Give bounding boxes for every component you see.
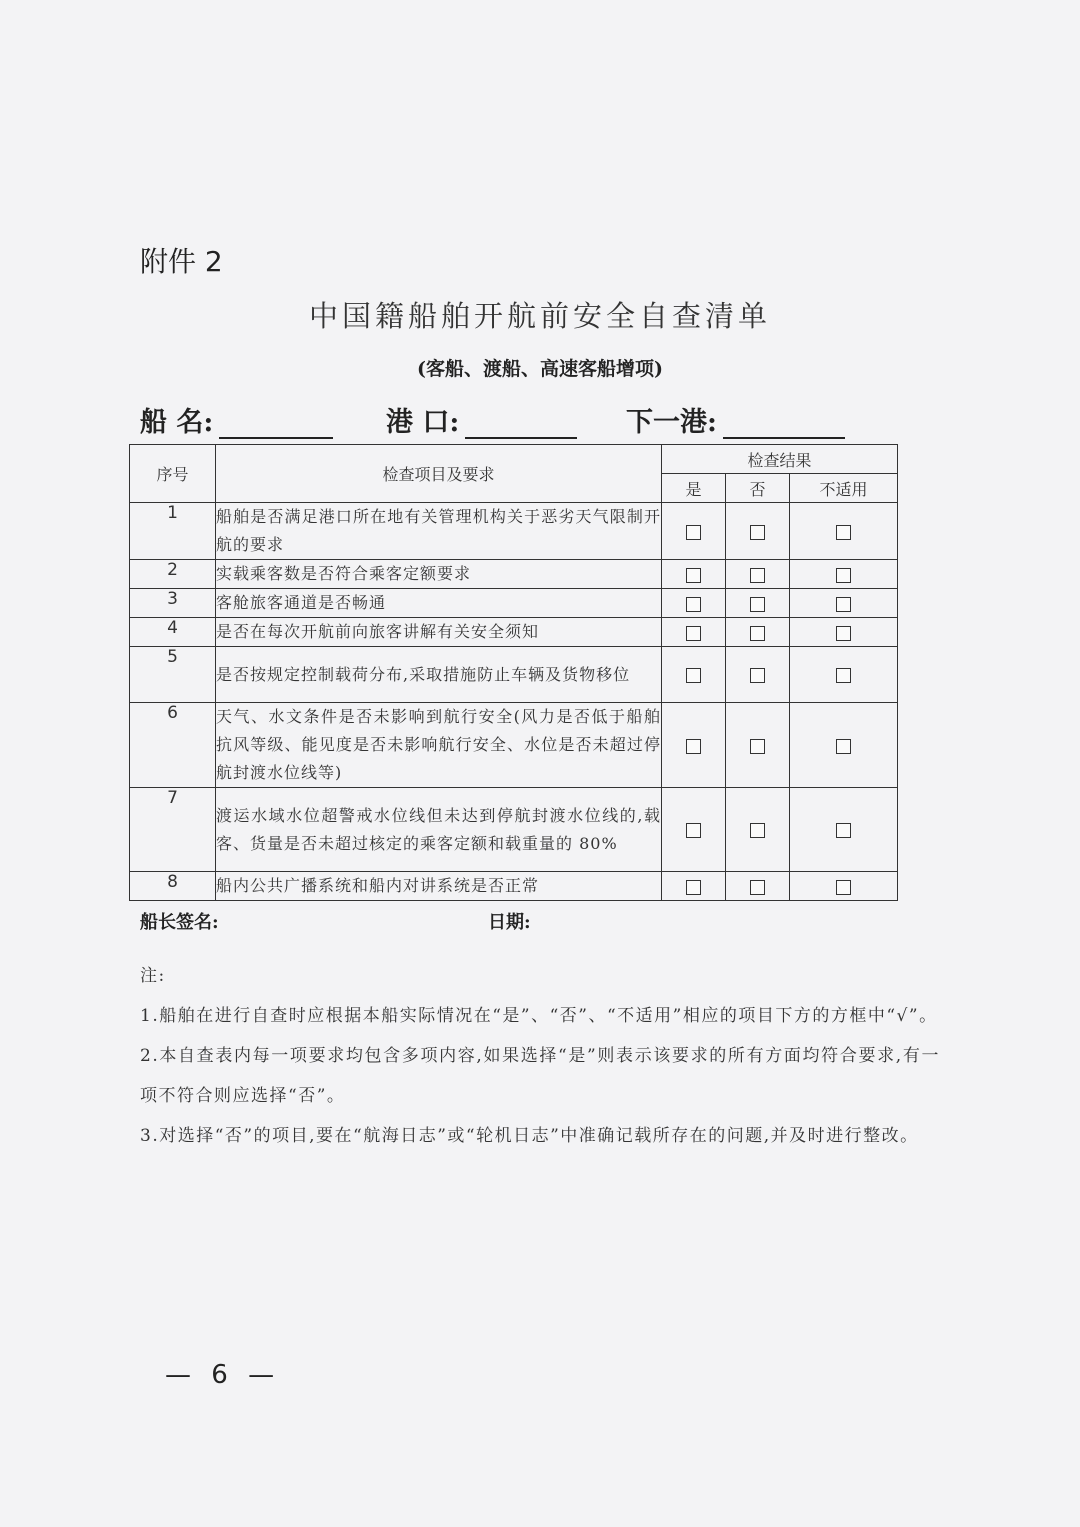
note-item: 1.船舶在进行自查时应根据本船实际情况在“是”、“否”、“不适用”相应的项目下方的方框中“√”。 <box>140 1006 938 1026</box>
document-subtitle: (客船、渡船、高速客船增项) <box>417 358 663 380</box>
checkbox-no[interactable] <box>750 626 765 641</box>
port-field[interactable] <box>386 400 577 439</box>
header-no: 否 <box>726 474 790 503</box>
header-item: 检查项目及要求 <box>216 445 662 503</box>
next-port-field[interactable] <box>626 400 845 439</box>
checkbox-yes[interactable] <box>686 626 701 641</box>
ship-name-label: 船 名: <box>140 407 214 438</box>
table-row <box>130 647 898 703</box>
port-label: 港 口: <box>386 407 460 438</box>
row-requirement: 是否在每次开航前向旅客讲解有关安全须知 <box>216 618 662 647</box>
checkbox-no[interactable] <box>750 739 765 754</box>
row-seq: 8 <box>130 872 216 901</box>
checkbox-yes[interactable] <box>686 739 701 754</box>
header-result: 检查结果 <box>662 445 898 474</box>
checkbox-no[interactable] <box>750 525 765 540</box>
port-blank[interactable] <box>465 409 577 439</box>
note-item: 3.对选择“否”的项目,要在“航海日志”或“轮机日志”中准确记载所存在的问题,并及时进行整改。 <box>140 1126 919 1146</box>
row-seq: 3 <box>130 589 216 618</box>
checklist-table <box>129 444 898 901</box>
table-row <box>130 589 898 618</box>
checkbox-yes[interactable] <box>686 880 701 895</box>
signature-line <box>140 908 900 934</box>
checkbox-yes[interactable] <box>686 525 701 540</box>
header-yes: 是 <box>662 474 726 503</box>
row-requirement: 船舶是否满足港口所在地有关管理机构关于恶劣天气限制开航的要求 <box>216 503 662 560</box>
checkbox-no[interactable] <box>750 668 765 683</box>
checkbox-na[interactable] <box>836 568 851 583</box>
next-port-blank[interactable] <box>723 409 845 439</box>
checkbox-no[interactable] <box>750 823 765 838</box>
checkbox-na[interactable] <box>836 597 851 612</box>
document-title: 中国籍船舶开航前安全自查清单 <box>308 299 771 333</box>
notes-section <box>140 956 940 1156</box>
table-row <box>130 560 898 589</box>
ship-name-field[interactable] <box>140 400 333 439</box>
attachment-label: 附件 2 <box>140 245 223 278</box>
checkbox-na[interactable] <box>836 668 851 683</box>
checkbox-na[interactable] <box>836 739 851 754</box>
row-requirement: 实载乘客数是否符合乘客定额要求 <box>216 560 662 589</box>
row-seq: 1 <box>130 503 216 560</box>
checkbox-na[interactable] <box>836 525 851 540</box>
row-seq: 7 <box>130 788 216 872</box>
row-requirement: 船内公共广播系统和船内对讲系统是否正常 <box>216 872 662 901</box>
header-seq: 序号 <box>130 445 216 503</box>
row-seq: 4 <box>130 618 216 647</box>
header-fields <box>140 400 900 440</box>
checkbox-yes[interactable] <box>686 823 701 838</box>
table-row <box>130 503 898 560</box>
checkbox-na[interactable] <box>836 823 851 838</box>
table-row <box>130 788 898 872</box>
ship-name-blank[interactable] <box>219 409 333 439</box>
row-seq: 5 <box>130 647 216 703</box>
checkbox-no[interactable] <box>750 597 765 612</box>
checkbox-yes[interactable] <box>686 568 701 583</box>
checkbox-yes[interactable] <box>686 668 701 683</box>
row-requirement: 天气、水文条件是否未影响到航行安全(风力是否低于船舶抗风等级、能见度是否未影响航行安全、水位是否未超过停航封渡水位线等) <box>216 703 662 788</box>
captain-signature-label: 船长签名: <box>140 912 219 933</box>
checkbox-yes[interactable] <box>686 597 701 612</box>
table-row <box>130 703 898 788</box>
notes-heading: 注: <box>140 966 166 986</box>
checkbox-no[interactable] <box>750 880 765 895</box>
table-row <box>130 618 898 647</box>
header-na: 不适用 <box>790 474 898 503</box>
note-item: 2.本自查表内每一项要求均包含多项内容,如果选择“是”则表示该要求的所有方面均符合要求,有一项不符合则应选择“否”。 <box>140 1046 940 1106</box>
checkbox-no[interactable] <box>750 568 765 583</box>
checkbox-na[interactable] <box>836 880 851 895</box>
page-number: — 6 — <box>165 1360 275 1390</box>
date-label: 日期: <box>488 912 531 933</box>
row-requirement: 是否按规定控制载荷分布,采取措施防止车辆及货物移位 <box>216 647 662 703</box>
row-requirement: 渡运水域水位超警戒水位线但未达到停航封渡水位线的,载客、货量是否未超过核定的乘客定额和载重量的 80% <box>216 788 662 872</box>
row-requirement: 客舱旅客通道是否畅通 <box>216 589 662 618</box>
table-row <box>130 872 898 901</box>
row-seq: 2 <box>130 560 216 589</box>
checkbox-na[interactable] <box>836 626 851 641</box>
row-seq: 6 <box>130 703 216 788</box>
next-port-label: 下一港: <box>626 407 717 438</box>
